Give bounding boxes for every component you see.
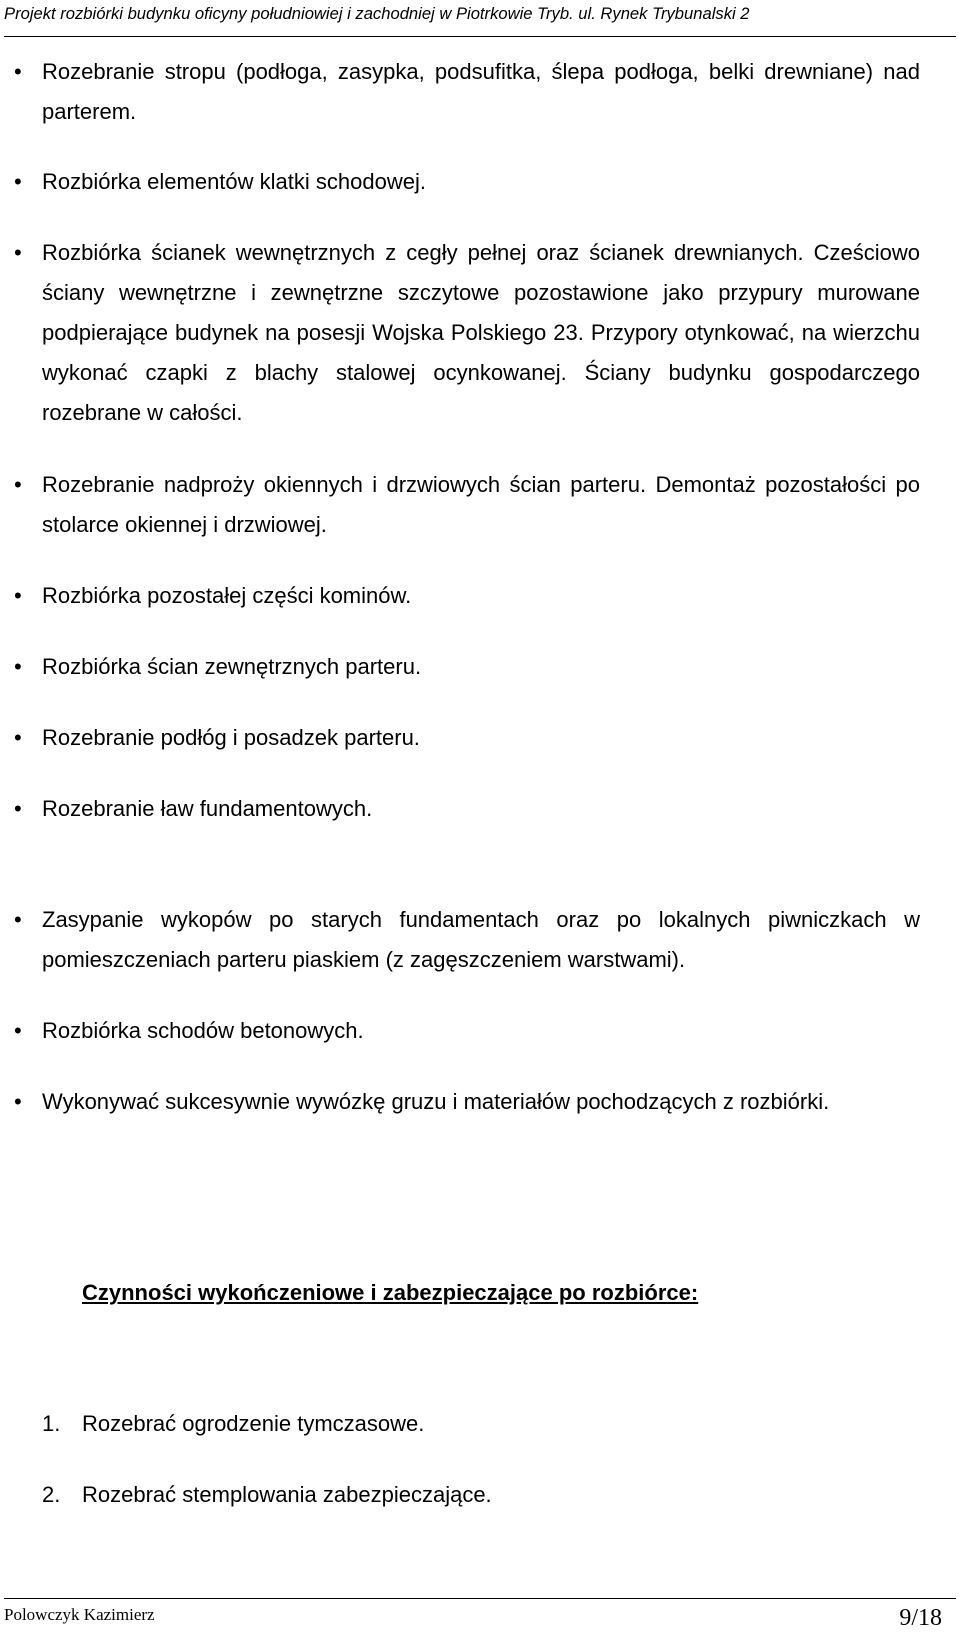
list-item: Zasypanie wykopów po starych fundamentach oraz po lokalnych piwniczkach w pomieszczeniach parteru piaskiem (z zagęszczeniem warstwami). [42,907,920,972]
item-text: Rozebrać stemplowania zabezpieczające. [82,1482,492,1507]
footer-author: Polowczyk Kazimierz [4,1605,155,1624]
page-number: 9/18 [899,1605,942,1631]
list-item: Rozbiórka ścian zewnętrznych parteru. [42,654,422,679]
list-item: Rozebranie nadproży okiennych i drzwiowych ścian parteru. Demontaż pozostałości po stolarce okiennej i drzwiowej. [42,472,920,537]
list-item: Rozbiórka pozostałej części kominów. [42,583,412,608]
bullet-icon: • [14,240,22,265]
bullet-icon: • [14,1089,22,1114]
bullet-icon: • [14,59,22,84]
page-footer [4,1598,956,1637]
header-title: Projekt rozbiórki budynku oficyny południowiej i zachodniej w Piotrkowie Tryb. ul. Rynek Trybunalski 2 [4,4,750,23]
list-item: Rozbiórka ścianek wewnętrznych z cegły pełnej oraz ścianek drewnianych. Cześciowo ściany wewnętrzne i zewnętrzne szczytowe pozostawione jako przypury murowane podpierające budynek na posesji Wojska Polskiego 23. Przypory otynkować, na wierzchu wykonać czapki z blachy stalowej ocynkowanej. Ściany budynku gospodarczego rozebrane w całości. [42,240,920,425]
section-heading: Czynności wykończeniowe i zabezpieczające po rozbiórce: [82,1280,699,1305]
bullet-icon: • [14,169,22,194]
item-number: 2. [42,1482,61,1507]
bullet-icon: • [14,583,22,608]
bullet-icon: • [14,796,22,821]
numbered-item [42,1475,492,1515]
bullet-icon: • [14,1018,22,1043]
bullet-icon: • [14,472,22,497]
list-item: Rozbiórka elementów klatki schodowej. [42,169,426,194]
list-item: Rozbiórka schodów betonowych. [42,1018,364,1043]
page-header [4,0,956,37]
list-item: Wykonywać sukcesywnie wywózkę gruzu i materiałów pochodzących z rozbiórki. [42,1089,830,1114]
item-text: Rozebrać ogrodzenie tymczasowe. [82,1411,425,1436]
bullet-icon: • [14,907,22,932]
item-number: 1. [42,1411,61,1436]
bullet-icon: • [14,654,22,679]
list-item: Rozebranie ław fundamentowych. [42,796,373,821]
numbered-item [42,1404,424,1444]
bullet-icon: • [14,725,22,750]
list-item: Rozebranie stropu (podłoga, zasypka, podsufitka, ślepa podłoga, belki drewniane) nad parterem. [42,59,920,124]
list-item: Rozebranie podłóg i posadzek parteru. [42,725,420,750]
